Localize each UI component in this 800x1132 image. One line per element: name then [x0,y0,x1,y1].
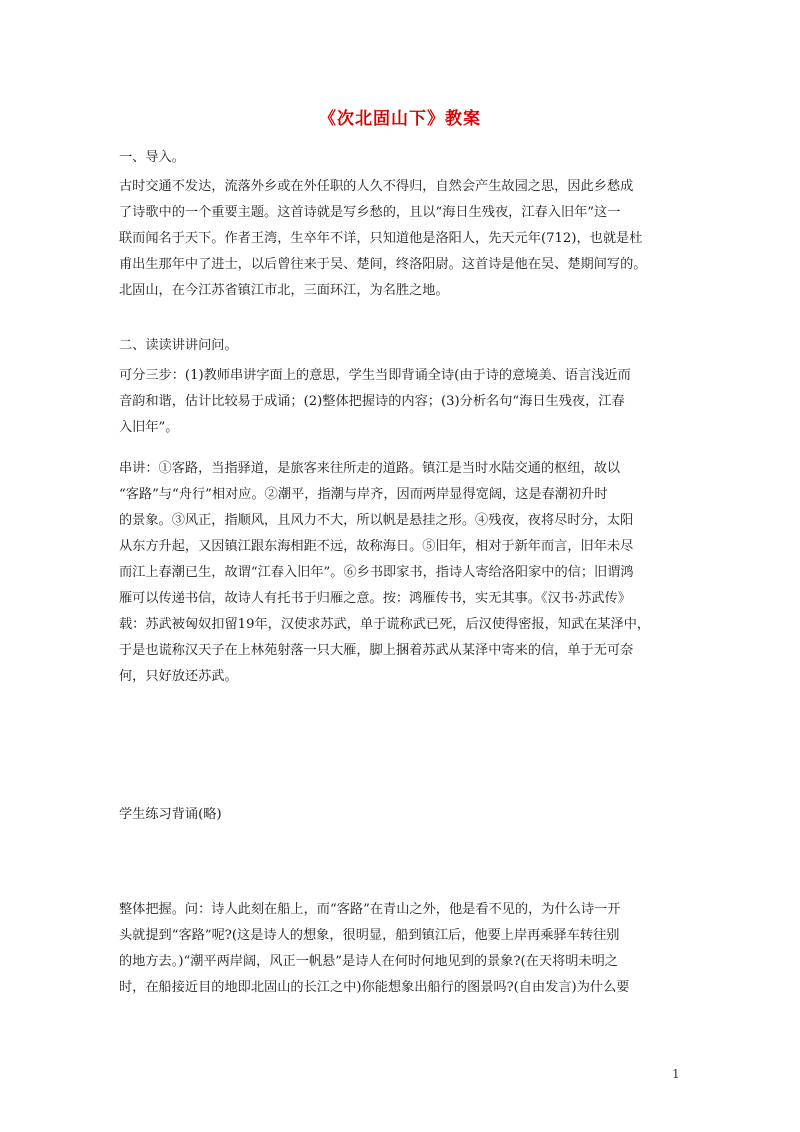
paragraph-line: 串讲：①客路，当指驿道，是旅客来往所走的道路。镇江是当时水陆交通的枢纽，故以 [119,461,621,476]
paragraph-line: 头就提到“客路”呢?(这是诗人的想象，很明显，船到镇江后，他要上岸再乘驿车转往别 [119,928,620,943]
document-title: 《次北固山下》教案 [319,109,481,129]
page-number: 1 [672,1067,680,1081]
paragraph-line: 的景象。③风正，指顺风，且风力不大，所以帆是悬挂之形。④残夜，夜将尽时分，太阳 [119,513,634,528]
overall-grasp-paragraph [119,897,685,1001]
paragraph-line: 古时交通不发达，流落外乡或在外任职的人久不得归，自然会产生故园之思，因此乡愁成 [119,179,634,194]
paragraph-line: “客路”与“舟行”相对应。②潮平，指潮与岸齐，因而两岸显得宽阔，这是春潮初升时 [119,487,608,502]
section-heading-intro: 一、导入。 [119,150,185,165]
paragraph-line: 了诗歌中的一个重要主题。这首诗就是写乡愁的，且以“海日生残夜，江春入旧年”这一 [119,205,621,220]
paragraph-line: 雁可以传递书信，故诗人有托书于归雁之意。按：鸿雁传书，实无其事。《汉书·苏武传》 [119,591,631,606]
paragraph-line: 联而闻名于天下。作者王湾，生卒年不详，只知道他是洛阳人，先天元年(712)，也就是杜 [119,231,643,246]
steps-paragraph [119,363,685,441]
intro-paragraph [119,174,685,304]
section-heading-reading: 二、读读讲讲问问。 [119,338,238,353]
paragraph-line: 时，在船接近目的地即北固山的长江之中)你能想象出船行的图景吗?(自由发言)为什么要 [119,980,630,995]
paragraph-line: 甫出生那年中了进士，以后曾往来于吴、楚间，终洛阳尉。这首诗是他在吴、楚期间写的。 [119,257,647,272]
paragraph-line: 于是也谎称汉天子在上林苑射落一只大雁，脚上捆着苏武从某泽中寄来的信，单于无可奈 [119,643,634,658]
paragraph-line: 入旧年”。 [119,420,179,435]
paragraph-line: 载：苏武被匈奴扣留19年，汉使求苏武，单于谎称武已死，后汉使得密报，知武在某泽中， [119,617,651,632]
paragraph-line: 而江上春潮已生，故谓“江春入旧年”。⑥乡书即家书，指诗人寄给洛阳家中的信；旧谓鸿 [119,565,634,580]
paragraph-line: 音韵和谐，估计比较易于成诵；(2)整体把握诗的内容；(3)分析名句“海日生残夜，江春 [119,394,625,409]
paragraph-line: 整体把握。问：诗人此刻在船上，而“客路”在青山之外，他是看不见的，为什么诗一开 [119,902,621,917]
paragraph-line: 可分三步：(1)教师串讲字面上的意思，学生当即背诵全诗(由于诗的意境美、语言浅近而 [119,368,631,383]
practice-note: 学生练习背诵(略) [119,807,222,822]
paragraph-line: 何，只好放还苏武。 [119,669,238,684]
paragraph-line: 的地方去。)“潮平两岸阔，风正一帆悬”是诗人在何时何地见到的景象?(在天将明未明之 [119,954,618,969]
explanation-paragraph [119,456,685,690]
paragraph-line: 从东方升起，又因镇江跟东海相距不远，故称海日。⑤旧年，相对于新年而言，旧年未尽 [119,539,634,554]
paragraph-line: 北固山，在今江苏省镇江市北，三面环江，为名胜之地。 [119,283,449,298]
